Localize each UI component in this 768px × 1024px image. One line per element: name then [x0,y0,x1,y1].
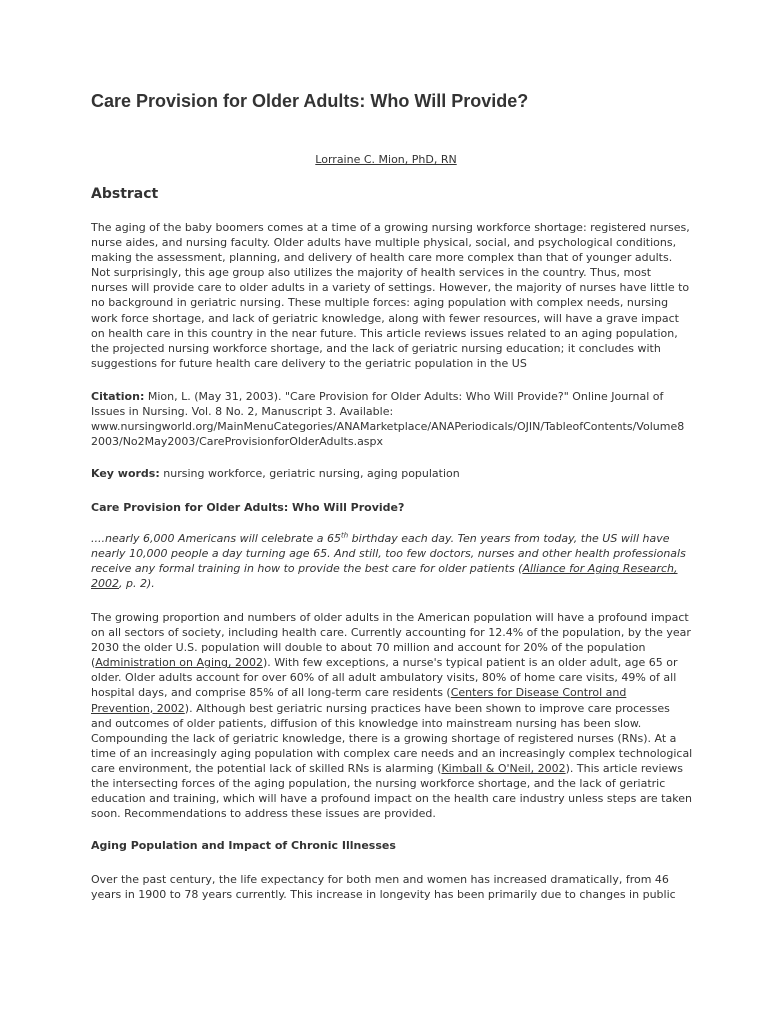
keywords-text: nursing workforce, geriatric nursing, aging population [159,467,460,480]
abstract-line: no background in geriatric nursing. These multiple forces: aging population with complex needs, nursing [91,296,669,310]
block-quote: ....nearly 6,000 Americans will celebrate a 65th birthday each day. Ten years from today, the US will have nearly 10,000 people a day turning age 65. And still, too few doctors, nurses and other health professionals receive any formal training in how to provide the best care for older patients (Alliance for Aging Research, 2002, p. 2). [91,531,686,591]
abstract-line: nurse aides, and nursing faculty. Older adults have multiple physical, social, and psychological conditions, [91,236,677,250]
abstract-line: on health care in this country in the near future. This article reviews issues related to an aging population, [91,326,678,340]
reference-link[interactable]: Alliance for Aging Research, [522,562,678,576]
section-heading: Aging Population and Impact of Chronic Illnesses [91,839,396,852]
body-paragraph: The growing proportion and numbers of older adults in the American population will have a profound impact on all sectors of society, including health care. Currently accounting for 12.4% of the population, by the year 2030 the older U.S. population will double to about 70 million and account for 20% of the population (Administration on Aging, 2002). With few exceptions, a nurse's typical patient is an older adult, age 65 or older. Older adults account for over 60% of all adult ambulatory visits, 80% of home care visits, 49% of all hospital days, and comprise 85% of all long-term care residents (Centers for Disease Control and Prevention, 2002). Although best geriatric nursing practices have been shown to improve care processes and outcomes of older patients, diffusion of this knowledge into mainstream nursing has been slow. Compounding the lack of geriatric knowledge, there is a growing shortage of registered nurses (RNs). At a time of an increasingly aging population with complex care needs and an increasingly complex technological care environment, the potential lack of skilled RNs is alarming (Kimball & O'Neil, 2002). This article reviews the intersecting forces of the aging population, the nursing workforce shortage, and the lack of geriatric education and training, which will have a profound impact on the health care industry unless steps are taken soon. Recommendations to address these issues are provided. [91,611,693,821]
body-paragraph: Over the past century, the life expectancy for both men and women has increased dramatically, from 46 years in 1900 to 78 years currently. This increase in longevity has been primarily due to changes in public [91,873,676,902]
abstract-line: nurses will provide care to older adults in a variety of settings. However, the majority of nurses have little to [91,281,690,295]
abstract-body [91,220,690,371]
reference-link[interactable]: Kimball & O'Neil, 2002 [441,761,566,775]
abstract-line: work force shortage, and lack of geriatric knowledge, along with fewer resources, will have a grave impact [91,311,679,325]
abstract-line: suggestions for future health care delivery to the geriatric population in the US [91,356,527,370]
superscript: th [340,531,349,540]
citation-text: Mion, L. (May 31, 2003). "Care Provision for Older Adults: Who Will Provide?" Online Journal of [144,390,664,403]
citation-url: www.nursingworld.org/MainMenuCategories/ANAMarketplace/ANAPeriodicals/OJIN/TableofContents/Volume8 [91,420,685,434]
author-link[interactable]: Lorraine C. Mion, PhD, RN [315,153,457,166]
reference-link[interactable]: 2002 [91,577,119,591]
keywords-label: Key words: [91,467,160,480]
reference-link[interactable]: Administration on Aging, 2002 [95,656,263,670]
page-title: Care Provision for Older Adults: Who Will Provide? [91,91,529,111]
section-heading: Care Provision for Older Adults: Who Will Provide? [91,501,405,514]
author-line [91,153,681,167]
abstract-line: Not surprisingly, this age group also utilizes the majority of health services in the country. Thus, most [91,266,652,280]
reference-link[interactable]: Centers for Disease Control and [450,686,627,700]
citation-line: Issues in Nursing. Vol. 8 No. 2, Manuscript 3. Available: [91,405,394,419]
abstract-heading: Abstract [91,186,159,202]
citation-url: 2003/No2May2003/CareProvisionforOlderAdults.aspx [91,435,384,449]
citation-label: Citation: [91,390,145,403]
reference-link[interactable]: Prevention, 2002 [91,701,185,715]
citation-block [91,389,684,449]
abstract-line: The aging of the baby boomers comes at a time of a growing nursing workforce shortage: registered nurses, [91,221,690,234]
keywords-line [91,466,460,481]
abstract-line: the projected nursing workforce shortage, and the lack of geriatric nursing education; it concludes with [91,341,661,355]
abstract-line: making the assessment, planning, and delivery of health care more complex than that of younger adults. [91,251,673,265]
